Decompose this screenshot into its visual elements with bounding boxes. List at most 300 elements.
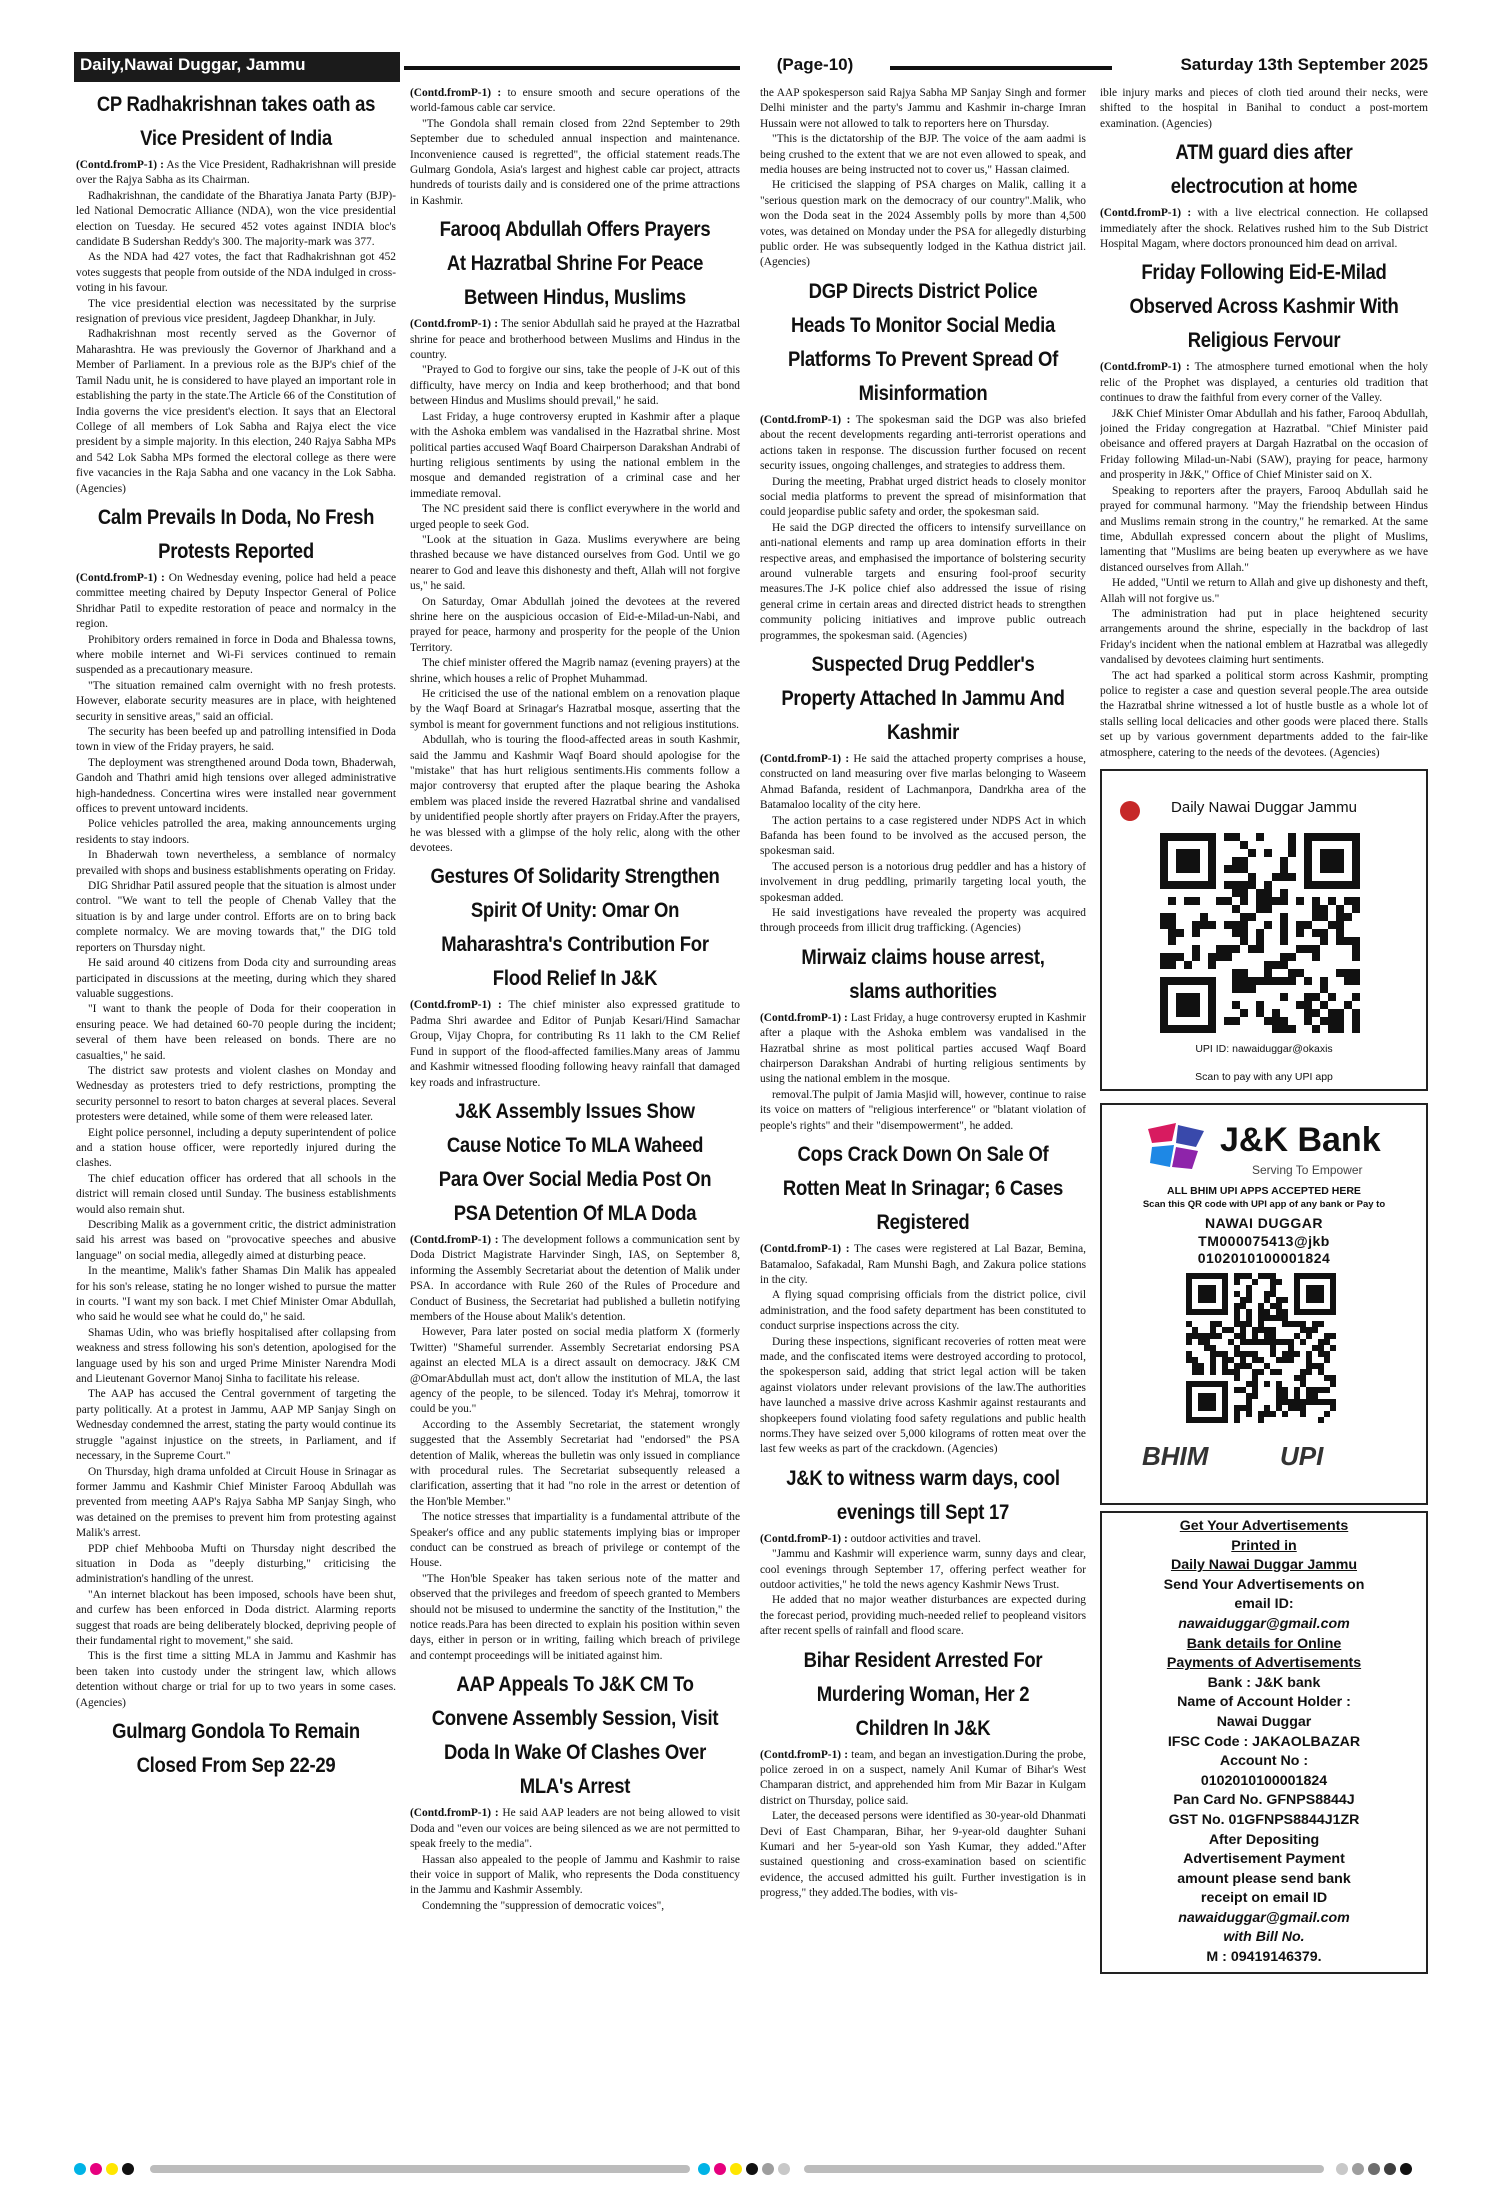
qr-module xyxy=(1258,1357,1264,1363)
paragraph: He said around 40 citizens from Doda city and surrounding areas participated in discussions at the meeting, during which they shared valuable suggestions. xyxy=(76,957,396,1000)
qr-module xyxy=(1264,1327,1270,1333)
qr-module xyxy=(1248,985,1256,993)
qr-module xyxy=(1328,897,1336,905)
qr-module xyxy=(1234,1369,1240,1375)
qr-module xyxy=(1240,1297,1246,1303)
yellow-dot xyxy=(730,2163,742,2175)
black-dot xyxy=(122,2163,134,2175)
headline: J&K to witness warm days, cool evenings till Sept 17 xyxy=(786,1466,1060,1524)
qr-module xyxy=(1252,1279,1258,1285)
qr-module xyxy=(1258,1411,1264,1417)
qr-module xyxy=(1234,1291,1240,1297)
ads-line: GST No. 01GFNPS8844J1ZR xyxy=(1168,1811,1360,1828)
qr-module xyxy=(1210,1321,1216,1327)
qr-module xyxy=(1352,993,1360,1001)
qr-module xyxy=(1186,1351,1192,1357)
qr-module xyxy=(1288,849,1296,857)
qr-module xyxy=(1232,969,1240,977)
article-gulmarg-gondola xyxy=(76,1715,396,1783)
ads-line: Payments of Advertisements xyxy=(1166,1655,1362,1672)
grey-dot xyxy=(762,2163,774,2175)
qr-module xyxy=(1168,921,1176,929)
qr-module xyxy=(1324,1333,1330,1339)
qr-module xyxy=(1296,897,1304,905)
qr-module xyxy=(1288,1357,1294,1363)
qr-module xyxy=(1232,865,1240,873)
qr-module xyxy=(1240,1357,1246,1363)
qr-module xyxy=(1282,1297,1288,1303)
qr-module xyxy=(1320,1001,1328,1009)
qr-module xyxy=(1276,1369,1282,1375)
paragraph: Describing Malik as a government critic, the district administration said his arrest was based on "provocative speeches and abusive language" on social media, allegedly aimed at disturbing peace. xyxy=(76,1219,396,1262)
qr-module xyxy=(1276,1381,1282,1387)
column-3 xyxy=(760,86,1086,2156)
qr-module xyxy=(1232,1001,1240,1009)
article-body xyxy=(760,1011,1086,1134)
qr-module xyxy=(1246,1339,1252,1345)
payee-name: NAWAI DUGGAR xyxy=(1205,1215,1323,1231)
qr-module xyxy=(1228,1357,1234,1363)
qr-module xyxy=(1336,1009,1344,1017)
qr-finder xyxy=(1198,1393,1216,1411)
qr-module xyxy=(1288,953,1296,961)
paragraph: Condemning the "suppression of democratic voices", xyxy=(422,1899,665,1912)
qr-module xyxy=(1192,929,1200,937)
upi-id: UPI ID: nawaiduggar@okaxis xyxy=(1195,1043,1333,1055)
qr-module xyxy=(1264,1291,1270,1297)
qr-module xyxy=(1296,921,1304,929)
article-mirwaiz xyxy=(760,941,1086,1134)
qr-module xyxy=(1216,945,1224,953)
continuation-marker: (Contd.fromP-1) : xyxy=(410,1233,499,1246)
qr-module xyxy=(1246,1351,1252,1357)
qr-module xyxy=(1210,1333,1216,1339)
qr-module xyxy=(1240,1303,1246,1309)
qr-module xyxy=(1300,1339,1306,1345)
qr-module xyxy=(1306,1369,1312,1375)
qr-module xyxy=(1252,1393,1258,1399)
qr-module xyxy=(1280,993,1288,1001)
qr-module xyxy=(1210,1369,1216,1375)
qr-module xyxy=(1192,897,1200,905)
qr-module xyxy=(1300,1381,1306,1387)
qr-module xyxy=(1312,945,1320,953)
qr-module xyxy=(1192,1363,1198,1369)
qr-module xyxy=(1288,841,1296,849)
qr-module xyxy=(1304,977,1312,985)
qr-module xyxy=(1234,1363,1240,1369)
qr-module xyxy=(1256,1001,1264,1009)
qr-module xyxy=(1318,1339,1324,1345)
paragraph: removal.The pulpit of Jamia Masjid will, however, continue to raise its voice on matters of "religious interference" or "blatant violation of people's rights" and their "disempowerment", he added. xyxy=(760,1088,1086,1132)
qr-module xyxy=(1256,833,1264,841)
qr-module xyxy=(1276,1339,1282,1345)
headline: Farooq Abdullah Offers Prayers At Hazratbal Shrine For Peace Between Hindus, Muslims xyxy=(439,218,711,310)
qr-module xyxy=(1288,1321,1294,1327)
qr-module xyxy=(1280,913,1288,921)
paragraph: (Contd.fromP-1) : The senior Abdullah said he prayed at the Hazratbal shrine for peace and brotherhood between Muslims and Hindus in the country. xyxy=(410,318,740,362)
qr-module xyxy=(1234,1303,1240,1309)
qr-module xyxy=(1264,977,1272,985)
qr-module xyxy=(1204,1333,1210,1339)
continuation-marker: (Contd.fromP-1) : xyxy=(410,87,502,99)
qr-module xyxy=(1312,913,1320,921)
ads-line: After Depositing xyxy=(1208,1831,1320,1848)
qr-module xyxy=(1234,1387,1240,1393)
ads-line: receipt on email ID xyxy=(1200,1890,1328,1907)
article-gondola-cont xyxy=(410,86,740,209)
qr-module xyxy=(1324,1411,1330,1417)
qr-module xyxy=(1270,1333,1276,1339)
paragraph: The notice stresses that impartiality is a fundamental attribute of the Speaker's office and any public statements implying bias or improper conduct can be construed as breach of privilege or contempt of the House. xyxy=(410,1511,740,1570)
qr-module xyxy=(1282,1309,1288,1315)
paragraph: Speaking to reporters after the prayers, Farooq Abdullah said he prayed for communal harmony. "May the friendship between Hindus and Muslims remain strong in the country," he remarked. At the same time, Abdullah expressed concern about the plight of Muslims, lamenting that "Muslims are being beaten up everywhere as we have distanced ourselves from Allah." xyxy=(1100,484,1428,574)
paragraph: He added that no major weather disturbances are expected during the forecast period, providing much-needed relief to peopleand visitors after recent spells of rainfall and flood scare. xyxy=(760,1594,1086,1638)
qr-module xyxy=(1240,937,1248,945)
qr-module xyxy=(1208,953,1216,961)
qr-module xyxy=(1318,1399,1324,1405)
qr-module xyxy=(1234,1315,1240,1321)
qr-module xyxy=(1216,1333,1222,1339)
qr-module xyxy=(1306,1351,1312,1357)
qr-module xyxy=(1240,857,1248,865)
qr-module xyxy=(1256,889,1264,897)
qr-module xyxy=(1256,897,1264,905)
upi-qr-card xyxy=(1100,769,1428,1091)
qr-module xyxy=(1312,1327,1318,1333)
cyan-dot xyxy=(698,2163,710,2175)
qr-module xyxy=(1336,905,1344,913)
article-body xyxy=(410,317,740,856)
qr-module xyxy=(1256,1009,1264,1017)
qr-module xyxy=(1294,1405,1300,1411)
qr-module xyxy=(1304,921,1312,929)
qr-module xyxy=(1224,921,1232,929)
qr-module xyxy=(1234,1417,1240,1423)
continuation-marker: (Contd.fromP-1) : xyxy=(760,1748,849,1761)
qr-finder xyxy=(1176,849,1200,873)
qr-module xyxy=(1288,1405,1294,1411)
ads-line: Printed in xyxy=(1231,1537,1297,1554)
article-body xyxy=(760,413,1086,644)
headline: Cops Crack Down On Sale Of Rotten Meat In Srinagar; 6 Cases Registered xyxy=(782,1143,1064,1235)
headline: CP Radhakrishnan takes oath as Vice President of India xyxy=(96,93,376,150)
qr-module xyxy=(1288,873,1296,881)
qr-module xyxy=(1300,1369,1306,1375)
qr-module xyxy=(1240,969,1248,977)
qr-module xyxy=(1300,1399,1306,1405)
qr-module xyxy=(1272,977,1280,985)
qr-module xyxy=(1296,929,1304,937)
paragraph: In Bhaderwah town nevertheless, a semblance of normalcy prevailed with shops and business establishments operating on Friday. xyxy=(76,849,396,877)
qr-module xyxy=(1232,945,1240,953)
qr-module xyxy=(1352,897,1360,905)
qr-module xyxy=(1294,1321,1300,1327)
ads-line: Advertisement Payment xyxy=(1183,1851,1345,1868)
qr-module xyxy=(1352,945,1360,953)
paragraph: A flying squad comprising officials from the district police, civil administration, and the food safety department has been constituted to conduct surprise inspections across the city. xyxy=(760,1289,1086,1333)
qr-module xyxy=(1270,1315,1276,1321)
paragraph: Police vehicles patrolled the area, making announcements urging residents to stay indoors. xyxy=(76,818,396,846)
qr-module xyxy=(1312,905,1320,913)
paragraph: In the meantime, Malik's father Shamas Din Malik has appealed for his son's release, stating he no longer wished to pursue the matter in courts. "I want my son back. I met Chief Minister Omar Abdullah, who said he would see what he could do," he said. xyxy=(76,1265,396,1324)
qr-module xyxy=(1280,921,1288,929)
qr-module xyxy=(1294,1333,1300,1339)
qr-module xyxy=(1312,897,1320,905)
qr-code-icon[interactable] xyxy=(1160,833,1360,1033)
qr-module xyxy=(1352,937,1360,945)
qr-module xyxy=(1312,929,1320,937)
qr-module xyxy=(1270,1369,1276,1375)
ads-email[interactable]: nawaiduggar@gmail.com xyxy=(1178,1615,1350,1632)
qr-module xyxy=(1328,993,1336,1001)
qr-module xyxy=(1276,1297,1282,1303)
paragraph: "An internet blackout has been imposed, schools have been shut, and curfew has been enforced in Doda district. Alarming reports suggest that roads are being deliberately blocked, depriving people of their fundamental right to movement," she said. xyxy=(76,1588,396,1647)
qr-module xyxy=(1256,905,1264,913)
paragraph: The deployment was strengthened around Doda town, Bhaderwah, Gandoh and Thathri amid high tensions over alleged administrative high-handedness. Concertina wires were installed near government offices to prevent untoward incidents. xyxy=(76,756,396,816)
qr-module xyxy=(1312,1025,1320,1033)
qr-module xyxy=(1210,1345,1216,1351)
ads-phone: M : 09419146379. xyxy=(1206,1949,1322,1966)
qr-module xyxy=(1300,1321,1306,1327)
color-dots-center xyxy=(698,2162,794,2176)
qr-module xyxy=(1240,977,1248,985)
qr-module xyxy=(1176,953,1184,961)
qr-module xyxy=(1304,993,1312,1001)
qr-module xyxy=(1240,889,1248,897)
ads-email[interactable]: nawaiduggar@gmail.com xyxy=(1178,1909,1350,1926)
qr-module xyxy=(1352,969,1360,977)
paragraph: He said investigations have revealed the property was acquired through proceeds from illicit drug trafficking. (Agencies) xyxy=(760,907,1086,935)
paragraph: The vice presidential election was necessitated by the surprise resignation of previous vice president, Jagdeep Dhankhar, in July. xyxy=(76,297,396,326)
continuation-marker: (Contd.fromP-1) : xyxy=(760,752,850,765)
qr-module xyxy=(1160,953,1168,961)
article-body xyxy=(760,752,1086,937)
qr-module xyxy=(1272,1009,1280,1017)
paragraph: He said the DGP directed the officers to intensify surveillance on anti-national elements and ramp up area domination efforts in their respective areas, and emphasised the importance of bolstering security around vulnerable targets and ensuring fool-proof security measures.The J-K police chief also addressed the issue of rising general crime in certain areas and directed district heads to strengthen community policing initiatives and improve public outreach programmes, the spokesman said. (Agencies) xyxy=(760,521,1086,642)
continuation-marker: (Contd.fromP-1) : xyxy=(1100,207,1192,220)
qr-finder xyxy=(1198,1285,1216,1303)
qr-module xyxy=(1270,1345,1276,1351)
qr-module xyxy=(1272,1025,1280,1033)
ads-line: Bank details for Online xyxy=(1186,1635,1342,1652)
qr-module xyxy=(1294,1393,1300,1399)
article-vice-president xyxy=(76,88,396,497)
qr-module xyxy=(1280,1017,1288,1025)
paragraph: (Contd.fromP-1) : The spokesman said the DGP was also briefed about the recent developments regarding anti-terrorist operations and actions taken in response. The discussion further focused on recent security issues, ongoing challenges, and strategies to address them. xyxy=(760,413,1086,473)
paragraph: During the meeting, Prabhat urged district heads to closely monitor social media platforms to prevent the spread of misinformation that could jeopardise public safety and order, the spokesman said. xyxy=(760,475,1086,519)
paragraph: He criticised the use of the national emblem on a renovation plaque by the Waqf Board at Srinagar's Hazratbal mosque, asserting that the symbol is meant for government functions and not religious institutions. xyxy=(410,688,740,731)
qr-module xyxy=(1216,1321,1222,1327)
qr-module xyxy=(1246,1411,1252,1417)
qr-module xyxy=(1276,1393,1282,1399)
qr-module xyxy=(1288,1339,1294,1345)
qr-module xyxy=(1232,833,1240,841)
qr-module xyxy=(1336,969,1344,977)
qr-module xyxy=(1232,1017,1240,1025)
qr-module xyxy=(1210,1357,1216,1363)
qr-module xyxy=(1294,1351,1300,1357)
qr-module xyxy=(1240,985,1248,993)
paragraph: On Saturday, Omar Abdullah joined the devotees at the revered shrine here on the auspicious occasion of Eid-e-Milad-un-Nabi, and prayed for peace, harmony and prosperity for the people of the Union Territory. xyxy=(410,595,740,654)
jk-bank-logo-icon xyxy=(1142,1119,1212,1173)
paragraph: DIG Shridhar Patil assured people that the situation is almost under control. "We want to tell the people of Chenab Valley that the situation is by and large under control. Efforts are on to bring back complete normalcy. We are moving towards that," the DIG told reporters on Thursday night. xyxy=(76,880,396,954)
qr-module xyxy=(1222,1357,1228,1363)
qr-module xyxy=(1246,1363,1252,1369)
paragraph: "Look at the situation in Gaza. Muslims everywhere are being thrashed because we have distanced ourselves from God. Until we go nearer to God and leave this dishonesty and theft, Allah will not forgive us," he said. xyxy=(410,533,740,593)
qr-module xyxy=(1240,1339,1246,1345)
qr-module xyxy=(1264,1297,1270,1303)
qr-module xyxy=(1312,1393,1318,1399)
qr-module xyxy=(1224,833,1232,841)
qr-module xyxy=(1344,969,1352,977)
paragraph: The NC president said there is conflict everywhere in the world and urged people to seek God. xyxy=(410,503,740,531)
qr-module xyxy=(1306,1363,1312,1369)
qr-module xyxy=(1232,905,1240,913)
qr-module xyxy=(1246,1273,1252,1279)
paragraph: Hassan also appealed to the people of Jammu and Kashmir to raise their voice in support of Malik, who represents the Doda constituency in the Jammu and Kashmir Assembly. xyxy=(410,1853,740,1897)
bank-vpa: TM000075413@jkb xyxy=(1198,1233,1330,1249)
qr-module xyxy=(1256,929,1264,937)
qr-module xyxy=(1324,1399,1330,1405)
qr-module xyxy=(1312,1321,1318,1327)
qr-module xyxy=(1276,1405,1282,1411)
qr-module xyxy=(1336,913,1344,921)
color-dots-right xyxy=(1336,2162,1416,2176)
qr-module xyxy=(1280,929,1288,937)
qr-module xyxy=(1336,921,1344,929)
paragraph: The chief minister offered the Magrib namaz (evening prayers) at the shrine, which houses a relic of Prophet Muhammad. xyxy=(410,657,740,685)
qr-module xyxy=(1228,1369,1234,1375)
qr-module xyxy=(1258,1339,1264,1345)
article-atm-guard xyxy=(1100,136,1428,252)
qr-module xyxy=(1318,1321,1324,1327)
qr-module xyxy=(1256,937,1264,945)
qr-module xyxy=(1300,1411,1306,1417)
qr-module xyxy=(1264,1273,1270,1279)
qr-module xyxy=(1318,1369,1324,1375)
qr-module xyxy=(1352,905,1360,913)
qr-module xyxy=(1224,945,1232,953)
qr-module xyxy=(1272,873,1280,881)
qr-module xyxy=(1282,1399,1288,1405)
paragraph: Radhakrishnan most recently served as the Governor of Maharashtra. He was previously the Governor of Jharkhand and a Member of Parliament. In a previous role as the BJP's chief of the Tamil Nadu unit, he is considered to have played an important role in establishing the party in the state.The Article 66 of the Constitution of India governs the vice president's election. It says that an Electoral College of all members of Lok Sabha and Rajya elect the vice president by a simple majority. In this election, 240 Rajya Sabha MPs and 542 Lok Sabha MPs formed the electoral college as there were five vacancies in the Raja Sabha and one vacancy in the Lok Sabha. (Agencies) xyxy=(76,328,396,495)
ads-line: Nawai Duggar xyxy=(1216,1713,1312,1730)
qr-module xyxy=(1258,1273,1264,1279)
paragraph: He criticised the slapping of PSA charges on Malik, calling it a "serious question mark on the democracy of our country".Malik, who won the Doda seat in the 2024 Assembly polls by more than 4,500 votes, was detained on Monday under the PSA for allegedly disturbing public order. He was subsequently lodged in the Kathua district jail. (Agencies) xyxy=(760,179,1086,269)
qr-module xyxy=(1280,937,1288,945)
qr-module xyxy=(1318,1417,1324,1423)
paragraph: "This is the dictatorship of the BJP. The voice of the aam aadmi is being crushed to the extent that we are not even allowed to speak, and media houses are being instructed not to cover us," Hassan claimed. xyxy=(760,133,1086,177)
qr-card-title: Daily Nawai Duggar Jammu xyxy=(1171,799,1357,816)
qr-module xyxy=(1248,945,1256,953)
qr-module xyxy=(1264,1381,1270,1387)
qr-module xyxy=(1280,873,1288,881)
paragraph: (Contd.fromP-1) : As the Vice President, Radhakrishnan will preside over the Rajya Sabha as its Chairman. xyxy=(76,159,396,187)
qr-module xyxy=(1240,865,1248,873)
continuation-marker: (Contd.fromP-1) : xyxy=(1100,361,1190,374)
qr-module xyxy=(1352,953,1360,961)
paragraph: The AAP has accused the Central government of targeting the party politically. At a protest in Jammu, AAP MP Sanjay Singh on Wednesday condemned the arrest, stating the party would continue its struggle "against injustice on the streets, in Parliament, and if necessary, in the Supreme Court." xyxy=(76,1388,396,1463)
headline: AAP Appeals To J&K CM To Convene Assembly Session, Visit Doda In Wake Of Clashes Over MLA's Arrest xyxy=(431,1673,719,1799)
qr-module xyxy=(1252,1375,1258,1381)
article-solidarity xyxy=(410,860,740,1090)
masthead-left: Daily,Nawai Duggar, Jammu xyxy=(74,52,400,82)
qr-module xyxy=(1168,913,1176,921)
qr-module xyxy=(1240,1405,1246,1411)
qr-module xyxy=(1328,1017,1336,1025)
ads-line: with Bill No. xyxy=(1223,1929,1305,1946)
qr-module xyxy=(1270,1273,1276,1279)
article-body xyxy=(760,1748,1086,1902)
grey-dot xyxy=(1336,2163,1348,2175)
paragraph: (Contd.fromP-1) : The chief minister also expressed gratitude to Padma Shri awardee and Editor of Punjab Kesari/Hind Samachar Group, Vijay Chopra, for contributing Rs 11 lakh to the CM Relief Fund in support of the flood-affected families.Many areas of Jammu and Kashmir witnessed flooding following heavy rainfall that damaged key roads and infrastructure. xyxy=(410,999,740,1089)
qr-module xyxy=(1258,1303,1264,1309)
qr-code-icon[interactable] xyxy=(1186,1273,1336,1423)
qr-module xyxy=(1216,897,1224,905)
qr-module xyxy=(1240,913,1248,921)
headline: J&K Assembly Issues Show Cause Notice To MLA Waheed Para Over Social Media Post On PSA Detention Of MLA Doda xyxy=(438,1099,712,1225)
qr-module xyxy=(1252,1381,1258,1387)
qr-module xyxy=(1192,1357,1198,1363)
qr-module xyxy=(1246,1381,1252,1387)
qr-module xyxy=(1204,1339,1210,1345)
qr-module xyxy=(1344,1001,1352,1009)
qr-module xyxy=(1258,1327,1264,1333)
qr-module xyxy=(1270,1411,1276,1417)
qr-module xyxy=(1232,881,1240,889)
qr-module xyxy=(1192,953,1200,961)
magenta-dot xyxy=(714,2163,726,2175)
qr-module xyxy=(1264,849,1272,857)
continuation-marker: (Contd.fromP-1) : xyxy=(76,159,164,171)
qr-module xyxy=(1210,1327,1216,1333)
qr-module xyxy=(1280,977,1288,985)
grey-bar xyxy=(804,2165,1324,2173)
qr-module xyxy=(1330,1399,1336,1405)
qr-module xyxy=(1296,969,1304,977)
continuation-marker: (Contd.fromP-1) : xyxy=(410,318,499,331)
qr-module xyxy=(1234,1375,1240,1381)
qr-module xyxy=(1234,1333,1240,1339)
paragraph: Abdullah, who is touring the flood-affected areas in south Kashmir, said the Jammu and Kashmir Waqf Board should apologise for the "mistake" that has hurt religious sentiments.His comments follow a major controversy that erupted after the plaque bearing the Ashoka emblem was placed inside the revered Hazratbal shrine and vandalised by unidentified people shortly after prayers on Friday.After the prayers, he was blessed with a glimpse of the holy relic, along with the other devotees. xyxy=(410,734,740,855)
qr-module xyxy=(1312,1399,1318,1405)
qr-module xyxy=(1320,985,1328,993)
qr-module xyxy=(1184,961,1192,969)
qr-module xyxy=(1312,993,1320,1001)
paragraph: J&K Chief Minister Omar Abdullah and his father, Farooq Abdullah, joined the Friday congregation at Hazratbal. "Chief Minister paid obeisance and offered prayers at Dargah Hazratbal on the occasion of Friday following Milad-un-Nabi (SAW), praying for peace, harmony and prosperity in J&K," Office of Chief Minister said on X. xyxy=(1100,407,1428,482)
continuation-marker: (Contd.fromP-1) : xyxy=(760,1532,848,1545)
article-body xyxy=(760,1242,1086,1458)
qr-module xyxy=(1240,1351,1246,1357)
qr-module xyxy=(1324,1357,1330,1363)
headline: Suspected Drug Peddler's Property Attached In Jammu And Kashmir xyxy=(781,652,1065,744)
paragraph: (Contd.fromP-1) : The atmosphere turned emotional when the holy relic of the Prophet was displayed, a centuries old tradition that continues to draw the faithful from every corner of the Valley. xyxy=(1100,361,1428,405)
headline: Calm Prevails In Doda, No Fresh Protests Reported xyxy=(97,505,375,563)
paragraph: The security has been beefed up and patrolling intensified in Doda town in view of the Friday prayers, he said. xyxy=(76,726,396,754)
headline: Mirwaiz claims house arrest, slams authorities xyxy=(801,945,1045,1003)
grey-dot xyxy=(1352,2163,1364,2175)
qr-module xyxy=(1344,913,1352,921)
qr-module xyxy=(1296,1001,1304,1009)
bhim-accepted: ALL BHIM UPI APPS ACCEPTED HERE xyxy=(1167,1185,1361,1197)
ads-line: Pan Card No. GFNPS8844J xyxy=(1173,1792,1355,1809)
qr-module xyxy=(1320,1017,1328,1025)
qr-module xyxy=(1168,929,1176,937)
paragraph: This is the first time a sitting MLA in Jammu and Kashmir has been taken into custody under the stringent law, which allows detention without charge or trial for up to two years in some cases. (Agencies) xyxy=(76,1650,396,1709)
qr-module xyxy=(1280,897,1288,905)
qr-module xyxy=(1276,1315,1282,1321)
